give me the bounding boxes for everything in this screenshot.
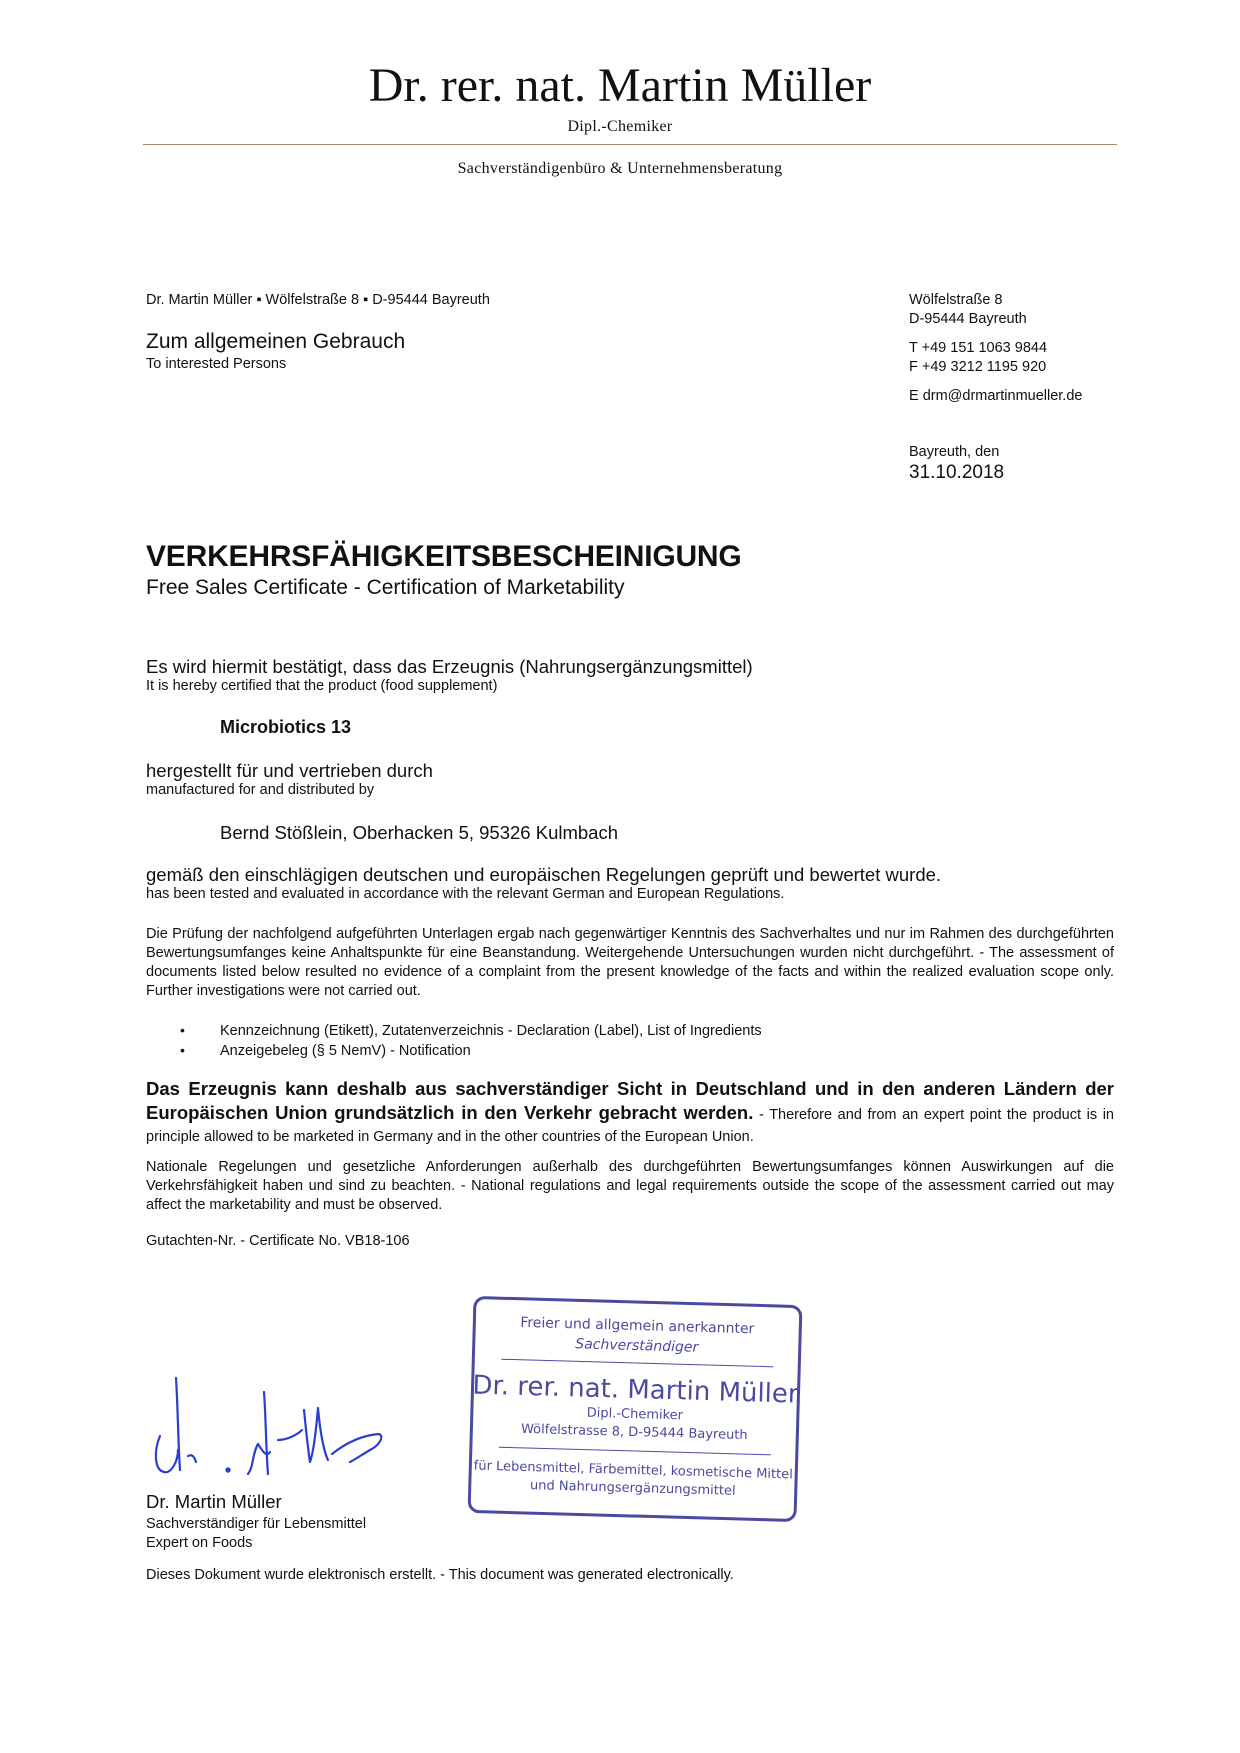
letterhead-divider [143,144,1117,145]
handwritten-signature [148,1370,408,1480]
conclusion-paragraph [146,1078,1114,1148]
signatory-role-german: Sachverständiger für Lebensmittel [146,1516,367,1532]
document-subtitle: Free Sales Certificate - Certification of Marketability [146,576,625,599]
contact-phone: T +49 151 1063 9844 [909,340,1048,356]
conclusion-english: - Therefore and from an expert point the product is in principle allowed to be marketed in Germany and in the other countries of the European Union. [146,1107,1114,1145]
stamp-address: Wölfelstrasse 8, D-95444 Bayreuth [520,1421,748,1444]
manufactured-english: manufactured for and distributed by [146,782,375,798]
tested-german: gemäß den einschlägigen deutschen und europäischen Regelungen geprüft und bewertet wurde. [146,864,942,885]
national-regulations-paragraph: Nationale Regelungen und gesetzliche Anforderungen außerhalb des durchgeführten Bewertungsumfanges können Auswirkungen auf die Verkehrsfähigkeit haben und sind zu beachten. - National regulations and legal requirements outside the scope of the assessment carried out may affect the marketability and must be observed. [146,1159,1114,1213]
stamp-scope1: für Lebensmittel, Färbemittel, kosmetische Mittel [473,1458,794,1483]
list-item: • Anzeigebeleg (§ 5 NemV) - Notification [180,1042,471,1059]
intro-german: Es wird hiermit bestätigt, dass das Erzeugnis (Nahrungsergänzungsmittel) [146,656,753,677]
date-value: 31.10.2018 [909,462,1005,483]
bullet-icon: • [180,1022,185,1038]
tested-english: has been tested and evaluated in accordance with the relevant German and European Regulations. [146,886,785,902]
date-place: Bayreuth, den [909,444,1000,460]
conclusion-bold: Das Erzeugnis kann deshalb aus sachverständiger Sicht in Deutschland und in den anderen Ländern der Europäischen Union grundsätzlich in den Verkehr gebracht werden. [146,1078,1114,1123]
contact-street: Wölfelstraße 8 [909,292,1003,308]
expert-seal-stamp [460,1294,810,1524]
product-name: Microbiotics 13 [220,717,352,737]
contact-email: E drm@drmartinmueller.de [909,388,1083,404]
recipient-main: Zum allgemeinen Gebrauch [146,330,406,353]
electronic-document-note: Dieses Dokument wurde elektronisch erstellt. - This document was generated electronically. [146,1567,734,1583]
signatory-name: Dr. Martin Müller [146,1491,282,1512]
document-list [180,1021,762,1061]
stamp-line1: Freier und allgemein anerkannter [520,1314,755,1338]
letterhead-tagline: Sachverständigenbüro & Unternehmensberatung [457,160,783,177]
stamp-name: Dr. rer. nat. Martin Müller [472,1370,799,1410]
distributor: Bernd Stößlein, Oberhacken 5, 95326 Kulmbach [220,822,618,843]
letterhead-name: Dr. rer. nat. Martin Müller [368,59,872,112]
recipient-sub: To interested Persons [146,356,287,372]
letterhead-title: Dipl.-Chemiker [567,118,673,135]
stamp-scope2: und Nahrungsergänzungsmittel [529,1478,736,1499]
document-title: VERKEHRSFÄHIGKEITSBESCHEINIGUNG [146,540,742,573]
manufactured-german: hergestellt für und vertrieben durch [146,760,433,781]
certificate-number: Gutachten-Nr. - Certificate No. VB18-106 [146,1233,410,1249]
assessment-paragraph: Die Prüfung der nachfolgend aufgeführten Unterlagen ergab nach gegenwärtiger Kenntnis des Sachverhaltes und nur im Rahmen des durchgeführten Bewertungsumfanges keine Anhaltspunkte für eine Beanstandung. Weitergehende Untersuchungen wurden nicht durchgeführt. - The assessment of documents listed below resulted no evidence of a complaint from the present knowledge of the facts and within the realized evaluation scope only. Further investigations were not carried out. [146,926,1114,999]
sender-address-line: Dr. Martin Müller ▪ Wölfelstraße 8 ▪ D-95444 Bayreuth [146,292,490,308]
contact-fax: F +49 3212 1195 920 [909,359,1047,375]
contact-block [909,291,1082,484]
stamp-title: Dipl.-Chemiker [586,1405,684,1424]
contact-city: D-95444 Bayreuth [909,311,1027,327]
stamp-line2: Sachverständiger [575,1336,699,1356]
bullet-icon: • [180,1042,185,1058]
signatory-role-english: Expert on Foods [146,1535,253,1551]
intro-english: It is hereby certified that the product (food supplement) [146,678,498,694]
list-item: • Kennzeichnung (Etikett), Zutatenverzeichnis - Declaration (Label), List of Ingredients [180,1022,762,1039]
